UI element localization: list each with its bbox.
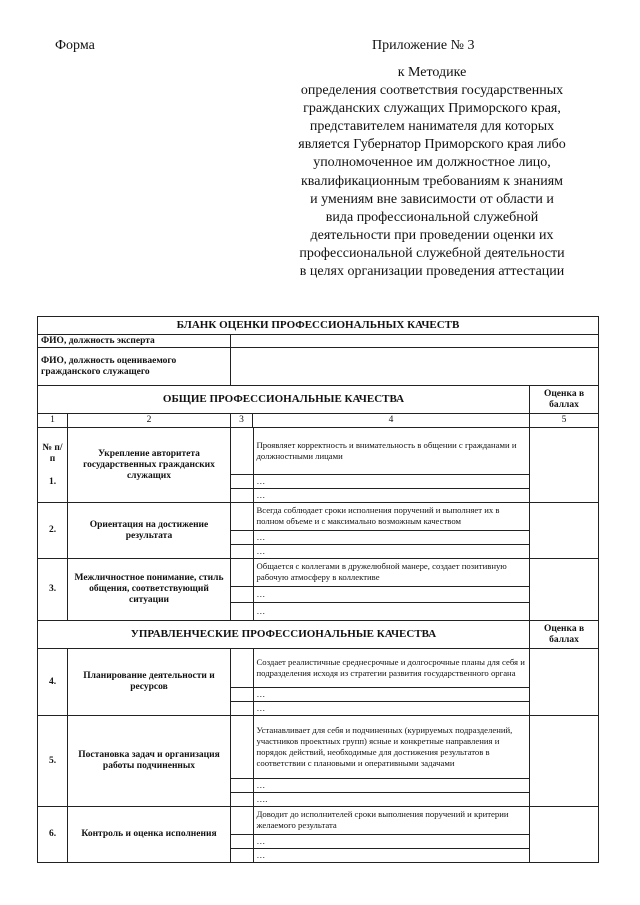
criteria-cell: [231, 503, 530, 559]
criterion-placeholder[interactable]: …: [256, 702, 266, 713]
general-section-title: ОБЩИЕ ПРОФЕССИОНАЛЬНЫЕ КАЧЕСТВА: [38, 386, 530, 414]
criterion-placeholder[interactable]: …: [256, 489, 266, 500]
row-number: [38, 428, 68, 503]
col-number: 4: [253, 414, 530, 428]
row-number: 6.: [38, 807, 68, 863]
form-label: Форма: [55, 38, 95, 53]
method-line: в целях организации проведения аттестации: [299, 264, 565, 280]
criterion-text: Создает реалистичные среднесрочные и долгосрочные планы для себя и подразделения исходя из стратегии развития государственного органа: [253, 649, 529, 687]
score-cell[interactable]: [530, 503, 599, 559]
criterion-placeholder[interactable]: …: [256, 605, 266, 616]
method-line: вида профессиональной служебной: [325, 209, 539, 225]
method-line: представителем нанимателя для которых: [309, 119, 555, 135]
quality-name: Постановка задач и организация работы подчиненных: [68, 716, 231, 807]
method-line: определения соответствия государственных: [300, 83, 564, 99]
criteria-cell: [231, 807, 530, 863]
row-number: 2.: [38, 503, 68, 559]
method-line: квалификационным требованиям к знаниям: [300, 173, 563, 189]
criterion-placeholder[interactable]: …: [253, 778, 529, 792]
criteria-cell: [231, 428, 530, 503]
method-line: уполномоченное им должностное лицо,: [313, 155, 551, 171]
criterion-text: Общается с коллегами в дружелюбной манере, создает позитивную рабочую атмосферу в коллективе: [253, 559, 529, 586]
criterion-placeholder[interactable]: …: [253, 530, 529, 544]
score-cell[interactable]: [530, 428, 599, 503]
form-title: БЛАНК ОЦЕНКИ ПРОФЕССИОНАЛЬНЫХ КАЧЕСТВ: [38, 317, 599, 335]
quality-name: Межличностное понимание, стиль общения, соответствующий ситуации: [68, 559, 231, 621]
col-number: 3: [231, 414, 253, 428]
col-number: 2: [68, 414, 231, 428]
quality-name: Контроль и оценка исполнения: [68, 807, 231, 863]
criterion-placeholder[interactable]: …: [256, 545, 266, 556]
method-line: и умениям вне зависимости от области и: [310, 191, 554, 207]
method-line: гражданских служащих Приморского края,: [303, 101, 561, 117]
criterion-placeholder[interactable]: …: [253, 687, 529, 701]
score-cell[interactable]: [530, 807, 599, 863]
employee-label: ФИО, должность оцениваемого гражданского служащего: [38, 348, 231, 386]
criterion-placeholder[interactable]: …: [253, 586, 529, 602]
criteria-cell: [231, 559, 530, 621]
expert-label: ФИО, должность эксперта: [38, 335, 231, 348]
criteria-cell: [231, 649, 530, 716]
appendix-label: Приложение № 3: [372, 38, 475, 53]
quality-name: Ориентация на достижение результата: [68, 503, 231, 559]
quality-name: Укрепление авторитета государственных гражданских служащих: [68, 428, 231, 503]
management-section-title: УПРАВЛЕНЧЕСКИЕ ПРОФЕССИОНАЛЬНЫЕ КАЧЕСТВА: [38, 621, 530, 649]
employee-field[interactable]: [231, 348, 599, 386]
criterion-placeholder[interactable]: …: [253, 474, 529, 488]
criterion-placeholder[interactable]: …: [253, 834, 529, 848]
score-cell[interactable]: [530, 716, 599, 807]
score-cell[interactable]: [530, 559, 599, 621]
method-line: профессиональной служебной деятельности: [299, 245, 565, 261]
num-header: № п/п: [42, 442, 63, 464]
expert-field[interactable]: [231, 335, 599, 348]
score-cell[interactable]: [530, 649, 599, 716]
score-header: Оценка в баллах: [530, 386, 599, 414]
evaluation-form-table: [37, 316, 599, 863]
criterion-text: Всегда соблюдает сроки исполнения поручений и выполняет их в полном объеме и с максимально возможным качеством: [253, 503, 529, 530]
row-number: 4.: [38, 649, 68, 716]
criterion-text: Устанавливает для себя и подчиненных (курируемых подразделений, участников проектных групп) ясные и конкретные направления и порядок действий, необходимые для достижения результатов в соответствии с плановыми и оперативными задачами: [253, 716, 529, 778]
criterion-text: Проявляет корректность и внимательность в общении с гражданами и должностными лицами: [253, 428, 529, 474]
method-line: является Губернатор Приморского края либо: [298, 137, 566, 153]
col-number: 5: [530, 414, 599, 428]
method-line: к Методике: [397, 65, 467, 80]
score-header: Оценка в баллах: [530, 621, 599, 649]
row-number: 5.: [38, 716, 68, 807]
method-line: деятельности при проведении оценки их: [310, 227, 554, 243]
method-reference: [282, 64, 582, 281]
row-number: 3.: [38, 559, 68, 621]
criterion-placeholder[interactable]: ….: [256, 793, 268, 804]
row-number-value: 1.: [48, 476, 57, 487]
col-number: 1: [38, 414, 68, 428]
criteria-cell: [231, 716, 530, 807]
quality-name: Планирование деятельности и ресурсов: [68, 649, 231, 716]
criterion-text: Доводит до исполнителей сроки выполнения поручений и критерии желаемого результата: [253, 807, 529, 834]
criterion-placeholder[interactable]: …: [256, 849, 266, 860]
